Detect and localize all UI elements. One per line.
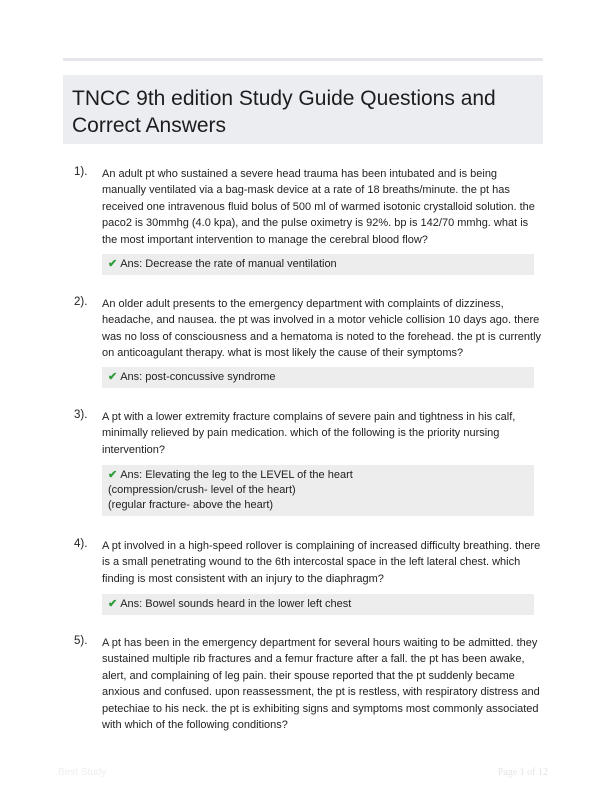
question-number: 3).	[74, 409, 88, 421]
answer-line	[108, 370, 528, 385]
answer-line	[108, 257, 528, 272]
top-divider	[63, 58, 543, 61]
answer-text: Ans: Elevating the leg to the LEVEL of the heart	[120, 469, 353, 481]
check-icon: ✔	[108, 469, 118, 481]
check-icon: ✔	[108, 258, 118, 270]
question-number: 4).	[74, 538, 88, 550]
question-text: A pt involved in a high-speed rollover is complaining of increased difficulty breathing. there is a small penetrating wound to the 6th intercostal space in the left lateral chest. which finding is most consistent with an injury to the diaphragm?	[102, 540, 541, 585]
answer-box	[102, 367, 534, 388]
question-text: An older adult presents to the emergency department with complaints of dizziness, headache, and nausea. the pt was involved in a motor vehicle collision 10 days ago. there was no loss of consciousness and a hematoma is noted to the forehead. the pt is currently on anticoagulant therapy. what is most likely the cause of their symptoms?	[102, 298, 542, 360]
answer-line: (regular fracture- above the heart)	[108, 499, 274, 511]
answer-box	[102, 254, 534, 275]
title-banner	[63, 75, 543, 144]
answer-box	[102, 594, 534, 615]
question-text: A pt has been in the emergency department for several hours waiting to be admitted. they sustained multiple rib fractures and a femur fracture after a fall. the pt has been awake, alert, and complaining of leg pain. their spouse reported that the pt suddenly became anxious and confused. upon reassessment, the pt is restless, with respiratory distress and petechiae to his neck. the pt is exhibiting signs and symptoms most commonly associated with which of the following conditions?	[102, 637, 540, 732]
answer-text: Ans: post-concussive syndrome	[120, 371, 276, 383]
answer-line	[108, 597, 528, 612]
answer-line: (compression/crush- level of the heart)	[108, 484, 296, 496]
check-icon: ✔	[108, 598, 118, 610]
question-number: 2).	[74, 296, 88, 308]
answer-text: Ans: Bowel sounds heard in the lower left chest	[120, 598, 352, 610]
page-indicator: Page 1 of 12	[497, 767, 548, 778]
question-text: An adult pt who sustained a severe head trauma has been intubated and is being manually ventilated via a bag-mask device at a rate of 18 breaths/minute. the pt has received one intravenous fluid bolus of 500 ml of warmed isotonic crystalloid solution. the paco2 is 30mmhg (4.0 kpa), and the pulse oximetry is 92%. bp is 142/70 mmhg. what is the most important intervention to manage the cerebral blood flow?	[102, 168, 535, 246]
question-number: 5).	[74, 635, 88, 647]
question-text: A pt with a lower extremity fracture complains of severe pain and tightness in his calf, minimally relieved by pain medication. which of the following is the priority nursing intervention?	[102, 411, 516, 456]
answer-line	[108, 468, 528, 483]
page-title: TNCC 9th edition Study Guide Questions and Correct Answers	[72, 87, 496, 137]
answer-text: Ans: Decrease the rate of manual ventilation	[120, 258, 337, 270]
question-number: 1).	[74, 166, 88, 178]
answer-box	[102, 465, 534, 516]
footer-brand: Best Study	[58, 767, 107, 778]
check-icon: ✔	[108, 371, 118, 383]
